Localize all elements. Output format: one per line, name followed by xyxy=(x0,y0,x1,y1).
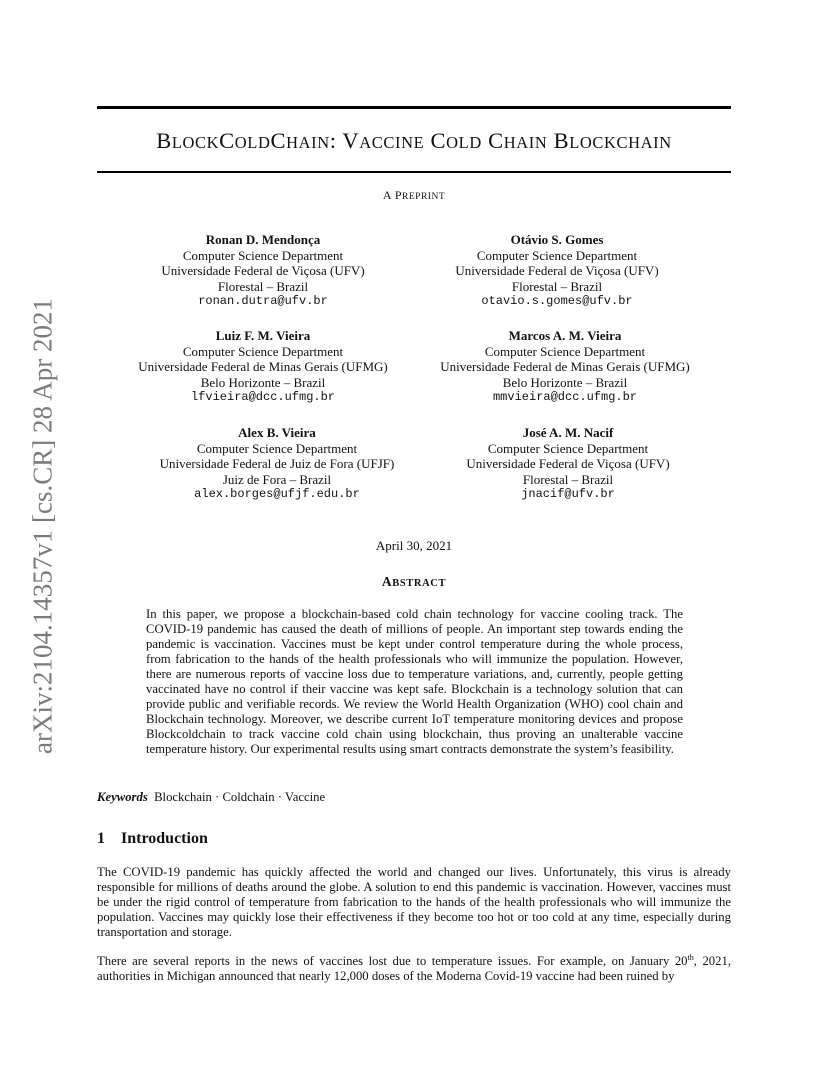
section-title: Introduction xyxy=(121,830,208,847)
author-university: Universidade Federal de Minas Gerais (UFMG) xyxy=(440,359,690,374)
author-location: Florestal – Brazil xyxy=(217,278,309,294)
author-university: Universidade Federal de Viçosa (UFV) xyxy=(161,263,365,278)
author-location: Florestal – Brazil xyxy=(511,278,603,294)
author-name: José A. M. Nacif xyxy=(522,425,614,440)
author-department: Computer Science Department xyxy=(487,440,649,456)
keywords-label: Keywords xyxy=(97,790,148,804)
author-block xyxy=(103,232,423,310)
author-name: Alex B. Vieira xyxy=(238,425,316,440)
author-block xyxy=(405,328,725,406)
intro-paragraph: There are several reports in the news of vaccines lost due to temperature issues. For example, on January 20th, 2021, authorities in Michigan announced that nearly 12,000 doses of the Moderna Covid-19 vaccine had been ruined by xyxy=(97,953,732,984)
author-block xyxy=(103,328,423,406)
abstract-text: In this paper, we propose a blockchain-based cold chain technology for vaccine cooling track. The COVID-19 pandemic has caused the death of millions of people. An important step towards ending the pandemic is vaccination. Vaccines must be kept under control temperature during the whole process, from fabrication to the hands of the health professionals who will immunize the population. However, there are numerous reports of vaccine loss due to temperature variations, and, currently, people getting vaccinated have no control if their vaccine was kept safe. Blockchain is a technology solution that can provide public and verifiable records. We review the World Health Organization (WHO) cool chain and Blockchain technology. Moreover, we describe current IoT temperature monitoring devices and propose Blockcoldchain to track vaccine cold chain using blockchain, thus proving an unalterable vaccine temperature history. Our experimental results using smart contracts demonstrate the system’s feasibility. xyxy=(146,607,683,756)
author-university: Universidade Federal de Minas Gerais (UFMG) xyxy=(138,359,388,374)
title-bottom-rule xyxy=(97,171,731,173)
keywords-line xyxy=(97,790,325,805)
author-location: Belo Horizonte – Brazil xyxy=(200,374,326,390)
author-university: Universidade Federal de Viçosa (UFV) xyxy=(455,263,659,278)
author-location: Belo Horizonte – Brazil xyxy=(502,374,628,390)
author-department: Computer Science Department xyxy=(196,440,358,456)
author-email: mmvieira@dcc.ufmg.br xyxy=(492,390,638,404)
author-email: ronan.dutra@ufv.br xyxy=(198,294,328,308)
keywords-list: Blockchain · Coldchain · Vaccine xyxy=(154,790,326,804)
author-name: Ronan D. Mendonça xyxy=(205,232,321,247)
author-block xyxy=(408,425,728,503)
author-name: Luiz F. M. Vieira xyxy=(215,328,311,343)
author-university: Universidade Federal de Viçosa (UFV) xyxy=(466,456,670,471)
author-university: Universidade Federal de Juiz de Fora (UFJF) xyxy=(159,456,395,471)
paper-title: BLOCKCOLDCHAIN: VACCINE COLD CHAIN BLOCKCHAIN xyxy=(156,128,672,153)
abstract-heading: ABSTRACT xyxy=(381,574,447,589)
publication-date: April 30, 2021 xyxy=(375,538,453,553)
author-email: jnacif@ufv.br xyxy=(521,487,615,501)
section-number: 1 xyxy=(97,830,105,847)
author-block xyxy=(117,425,437,503)
author-department: Computer Science Department xyxy=(182,343,344,359)
preprint-label: A PREPRINT xyxy=(382,188,446,202)
author-name: Otávio S. Gomes xyxy=(510,232,604,247)
author-email: lfvieira@dcc.ufmg.br xyxy=(190,390,336,404)
title-top-rule xyxy=(97,106,731,109)
section-heading-introduction xyxy=(97,830,208,848)
author-location: Juiz de Fora – Brazil xyxy=(222,471,332,487)
author-email: alex.borges@ufjf.edu.br xyxy=(194,487,360,501)
author-location: Florestal – Brazil xyxy=(522,471,614,487)
arxiv-identifier-stamp: arXiv:2104.14357v1 [cs.CR] 28 Apr 2021 xyxy=(27,298,58,754)
author-department: Computer Science Department xyxy=(182,247,344,263)
intro-paragraph: The COVID-19 pandemic has quickly affected the world and changed our lives. Unfortunately, this virus is already responsible for millions of deaths around the globe. A solution to end this pandemic is vaccination. However, vaccines must be under the rigid control of temperature from fabrication to the hands of the health professionals who will immunize the population. Vaccines may quickly lose their effectiveness if they become too hot or too cold at any time, especially during transportation and storage. xyxy=(97,865,731,939)
author-name: Marcos A. M. Vieira xyxy=(508,328,622,343)
author-block xyxy=(397,232,717,310)
author-department: Computer Science Department xyxy=(476,247,638,263)
author-email: otavio.s.gomes@ufv.br xyxy=(481,294,633,308)
author-department: Computer Science Department xyxy=(484,343,646,359)
